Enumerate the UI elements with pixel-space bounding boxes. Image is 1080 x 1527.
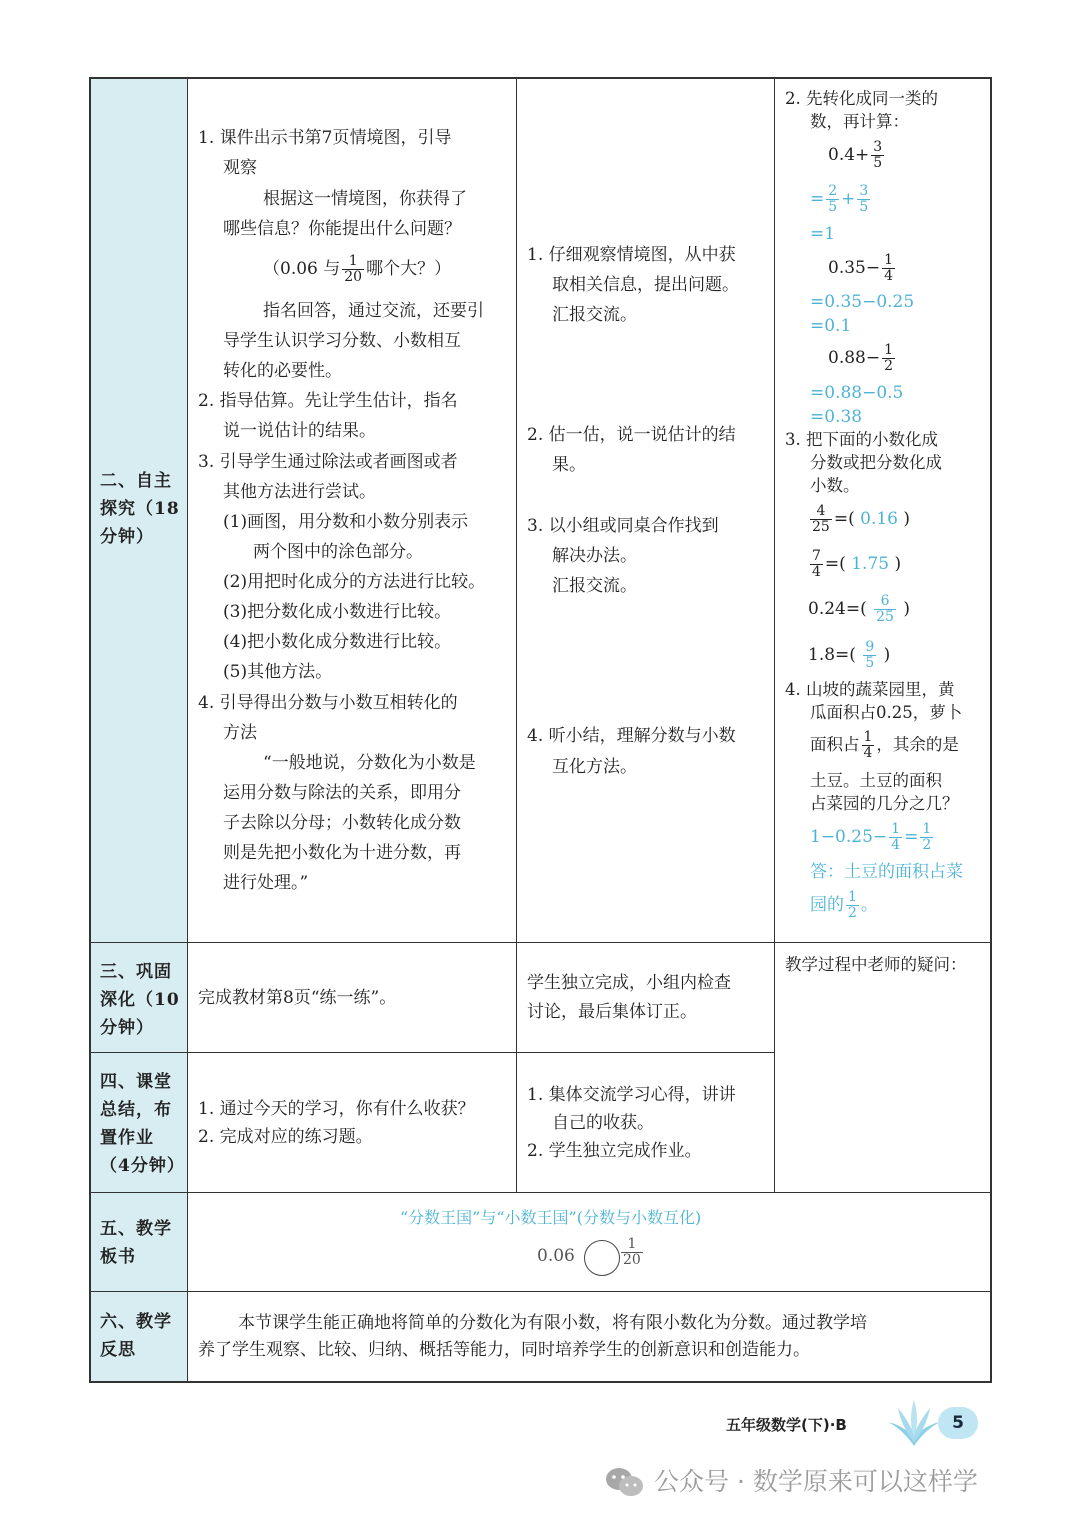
summary-teacher: 2. 完成对应的练习题。	[198, 1127, 373, 1147]
answer-4	[810, 822, 935, 853]
consolidate-student: 讨论，最后集体订正。	[527, 1002, 697, 1022]
answer-text: 1−0.25−	[810, 827, 888, 847]
q4-text: 面积占	[810, 735, 860, 754]
teacher-line: 根据这一情境图，你获得了	[263, 189, 467, 209]
answer-text: 园的	[810, 895, 844, 915]
fraction-denominator: 4	[891, 837, 901, 853]
answer-4-text: 答：土豆的面积占菜	[810, 862, 963, 882]
fraction-1-2	[920, 822, 933, 853]
teacher-line: 其他方法进行尝试。	[223, 482, 376, 502]
student-line: 解决办法。	[552, 546, 637, 566]
leaf-logo-icon	[884, 1396, 944, 1457]
fraction-numerator: 3	[859, 183, 869, 199]
practice-q2: 数，再计算：	[810, 112, 909, 131]
fraction-numerator: 1	[884, 252, 894, 268]
teacher-line: 运用分数与除法的关系，即用分	[223, 783, 461, 803]
consolidate-student: 学生独立完成，小组内检查	[527, 973, 731, 993]
reflection-line: 本节课学生能正确地将简单的分数化为有限小数，将有限小数化为分数。通过教学培	[238, 1313, 867, 1333]
practice-q2: 2. 先转化成同一类的	[785, 89, 938, 108]
table-border-top	[89, 77, 992, 79]
teacher-line: (3)把分数化成小数进行比较。	[223, 602, 452, 622]
convert-answer: 1.75	[851, 554, 890, 574]
convert-text: 0.24=(	[808, 599, 867, 619]
teacher-line: 进行处理。”	[223, 873, 309, 893]
teacher-line: 4. 引导得出分数与小数互相转化的	[198, 693, 458, 713]
fraction-1-2	[846, 890, 859, 921]
convert-text: 1.8=(	[808, 645, 856, 665]
practice-q3: 分数或把分数化成	[810, 453, 942, 472]
answer-text: =	[904, 827, 919, 847]
section-label-summary: 四、课堂总结，布置作业（4分钟）	[100, 1072, 185, 1176]
fraction-denominator: 20	[623, 1252, 641, 1268]
fraction-numerator: 2	[828, 183, 838, 199]
fraction-numerator: 1	[891, 821, 901, 837]
fraction-1-4	[882, 253, 895, 284]
convert-text: )	[903, 599, 911, 619]
fraction-1-4	[862, 730, 875, 761]
wechat-icon	[604, 1466, 646, 1503]
section-label-consolidate: 三、巩固深化（10分钟）	[100, 962, 180, 1038]
teacher-line: 3. 引导学生通过除法或者画图或者	[198, 452, 458, 472]
fraction-denominator: 25	[812, 519, 830, 535]
fraction-2-5	[826, 184, 839, 215]
fraction-denominator: 5	[859, 199, 869, 215]
teacher-line: 1. 课件出示书第7页情境图，引导	[198, 128, 452, 148]
book-title: 五年级数学(下)·B	[726, 1416, 847, 1434]
fraction-numerator: 6	[874, 594, 896, 610]
q4-text: ，其余的是	[876, 735, 959, 754]
answer-3b: =0.38	[810, 407, 863, 427]
expr-1	[828, 140, 886, 171]
practice-q4: 瓜面积占0.25，萝卜	[810, 703, 963, 722]
expr-text: 0.35−	[828, 258, 881, 278]
fraction-numerator: 4	[810, 504, 832, 520]
student-line: 2. 估一估，说一说估计的结	[527, 425, 736, 445]
fraction-numerator: 1	[848, 889, 857, 905]
fraction-1-20	[342, 254, 364, 285]
teacher-line: 方法	[223, 723, 257, 743]
fraction-denominator: 4	[863, 745, 873, 761]
teacher-note: 教学过程中老师的疑问：	[785, 955, 967, 974]
answer-3a: =0.88−0.5	[810, 383, 904, 403]
fraction-denominator: 5	[865, 655, 875, 671]
board-decimal: 0.06	[537, 1246, 575, 1266]
student-line: 汇报交流。	[552, 576, 637, 596]
fraction-1-4	[889, 822, 902, 853]
fraction-denominator: 4	[884, 268, 894, 284]
answer-1a	[810, 184, 872, 215]
fraction-denominator: 2	[922, 837, 932, 853]
table-border-bottom	[89, 1381, 992, 1383]
row-divider-1	[89, 942, 992, 943]
practice-q3: 小数。	[810, 476, 860, 495]
fraction-denominator: 25	[876, 609, 894, 625]
fraction-numerator: 1	[922, 821, 932, 837]
answer-1b: =1	[810, 224, 836, 244]
consolidate-teacher: 完成教材第8页“练一练”。	[198, 988, 397, 1008]
question-part: （0.06 与	[263, 259, 341, 279]
convert-text: =(	[833, 509, 855, 529]
student-line: 4. 听小结，理解分数与小数	[527, 726, 736, 746]
expr-2	[828, 253, 897, 284]
expr-text: 0.88−	[828, 348, 881, 368]
teacher-line: 观察	[223, 158, 257, 178]
convert-2	[808, 549, 901, 580]
fraction-numerator: 1	[884, 342, 894, 358]
fraction-3-5	[857, 184, 870, 215]
answer-text: =	[810, 189, 825, 209]
answer-2b: =0.1	[810, 316, 852, 336]
convert-4	[808, 640, 890, 671]
row-divider-3	[89, 1192, 992, 1193]
fraction-denominator: 4	[812, 564, 821, 580]
student-line: 汇报交流。	[552, 305, 637, 325]
practice-q4: 4. 山坡的蔬菜园里，黄	[785, 680, 955, 699]
teacher-line: (1)画图，用分数和小数分别表示	[223, 512, 469, 532]
fraction-3-5	[871, 140, 884, 171]
expr-3	[828, 343, 897, 374]
fraction-numerator: 7	[812, 548, 821, 564]
answer-text: +	[841, 189, 856, 209]
fraction-numerator: 3	[873, 139, 883, 155]
convert-text: )	[894, 554, 902, 574]
fraction-denominator: 2	[884, 358, 894, 374]
col-divider-2	[516, 77, 517, 1192]
teacher-line: (2)用把时化成分的方法进行比较。	[223, 572, 486, 592]
compare-circle	[584, 1240, 620, 1276]
row-divider-4	[89, 1291, 992, 1292]
summary-student: 1. 集体交流学习心得，讲讲	[527, 1085, 736, 1105]
student-line: 3. 以小组或同桌合作找到	[527, 516, 719, 536]
expr-text: 0.4+	[828, 145, 870, 165]
table-border-left	[89, 77, 91, 1383]
convert-text: =(	[824, 554, 846, 574]
teacher-line: 导学生认识学习分数、小数相互	[223, 331, 461, 351]
row-divider-2	[89, 1052, 775, 1053]
student-line: 取相关信息，提出问题。	[552, 275, 739, 295]
fraction-numerator: 9	[865, 639, 875, 655]
page-number-badge: 5	[938, 1407, 978, 1439]
fraction-denominator: 20	[344, 269, 363, 285]
practice-q3: 3. 把下面的小数化成	[785, 430, 938, 449]
question-part: 哪个大？）	[366, 259, 452, 279]
section-label-reflection: 六、教学反思	[100, 1312, 172, 1360]
teacher-line: 哪些信息？你能提出什么问题？	[223, 219, 461, 239]
teacher-line: (4)把小数化成分数进行比较。	[223, 632, 452, 652]
table-border-right	[990, 77, 992, 1383]
teacher-line: 转化的必要性。	[223, 361, 342, 381]
board-title: “分数王国”与“小数王国”(分数与小数互化)	[400, 1208, 702, 1227]
fraction-4-25	[810, 504, 832, 535]
convert-text: )	[903, 509, 911, 529]
student-line: 1. 仔细观察情境图，从中获	[527, 245, 736, 265]
fraction-1-20	[621, 1237, 643, 1268]
col-divider-1	[187, 77, 188, 1383]
answer-2a: =0.35−0.25	[810, 292, 915, 312]
teacher-line: 子去除以分母；小数转化成分数	[223, 813, 461, 833]
teacher-line: 2. 指导估算。先让学生估计，指名	[198, 391, 458, 411]
student-line: 果。	[552, 455, 586, 475]
section-column-bg	[91, 79, 187, 1381]
section-label-board: 五、教学板书	[100, 1219, 172, 1267]
teacher-line: “一般地说，分数化为小数是	[263, 753, 476, 773]
fraction-numerator: 1	[342, 254, 364, 270]
fraction-numerator: 1	[621, 1237, 643, 1253]
section-label-explore: 二、自主探究（18分钟）	[100, 471, 180, 547]
fraction-denominator: 5	[828, 199, 838, 215]
practice-q4: 占菜园的几分之几？	[810, 794, 959, 813]
teacher-line: (5)其他方法。	[223, 662, 333, 682]
teacher-line: 指名回答，通过交流，还要引	[263, 301, 484, 321]
reflection-line: 养了学生观察、比较、归纳、概括等能力，同时培养学生的创新意识和创造能力。	[198, 1340, 810, 1360]
answer-4-text	[810, 890, 878, 921]
practice-q4	[810, 730, 959, 761]
fraction-6-25	[874, 594, 896, 625]
convert-text: )	[883, 645, 891, 665]
answer-text: 。	[860, 895, 878, 915]
fraction-1-2	[882, 343, 895, 374]
summary-student: 2. 学生独立完成作业。	[527, 1141, 702, 1161]
teacher-line: 两个图中的涂色部分。	[253, 542, 423, 562]
teacher-line: 说一说估计的结果。	[223, 421, 376, 441]
convert-3	[808, 594, 910, 625]
convert-1	[808, 504, 910, 535]
watermark-text: 公众号 · 数学原来可以这样学	[654, 1467, 978, 1496]
fraction-7-4	[810, 549, 823, 580]
practice-q4: 土豆。土豆的面积	[810, 771, 942, 790]
fraction-denominator: 5	[873, 155, 883, 171]
fraction-denominator: 2	[848, 905, 857, 921]
col-divider-3	[774, 77, 775, 1192]
board-fraction	[619, 1237, 645, 1268]
convert-answer: 0.16	[860, 509, 898, 529]
summary-student: 自己的收获。	[552, 1113, 654, 1133]
fraction-numerator: 1	[863, 729, 873, 745]
teacher-line: 则是先把小数化为十进分数，再	[223, 843, 461, 863]
teacher-question	[263, 254, 451, 285]
summary-teacher: 1. 通过今天的学习，你有什么收获？	[198, 1099, 475, 1119]
fraction-9-5	[863, 640, 876, 671]
student-line: 互化方法。	[552, 757, 637, 777]
